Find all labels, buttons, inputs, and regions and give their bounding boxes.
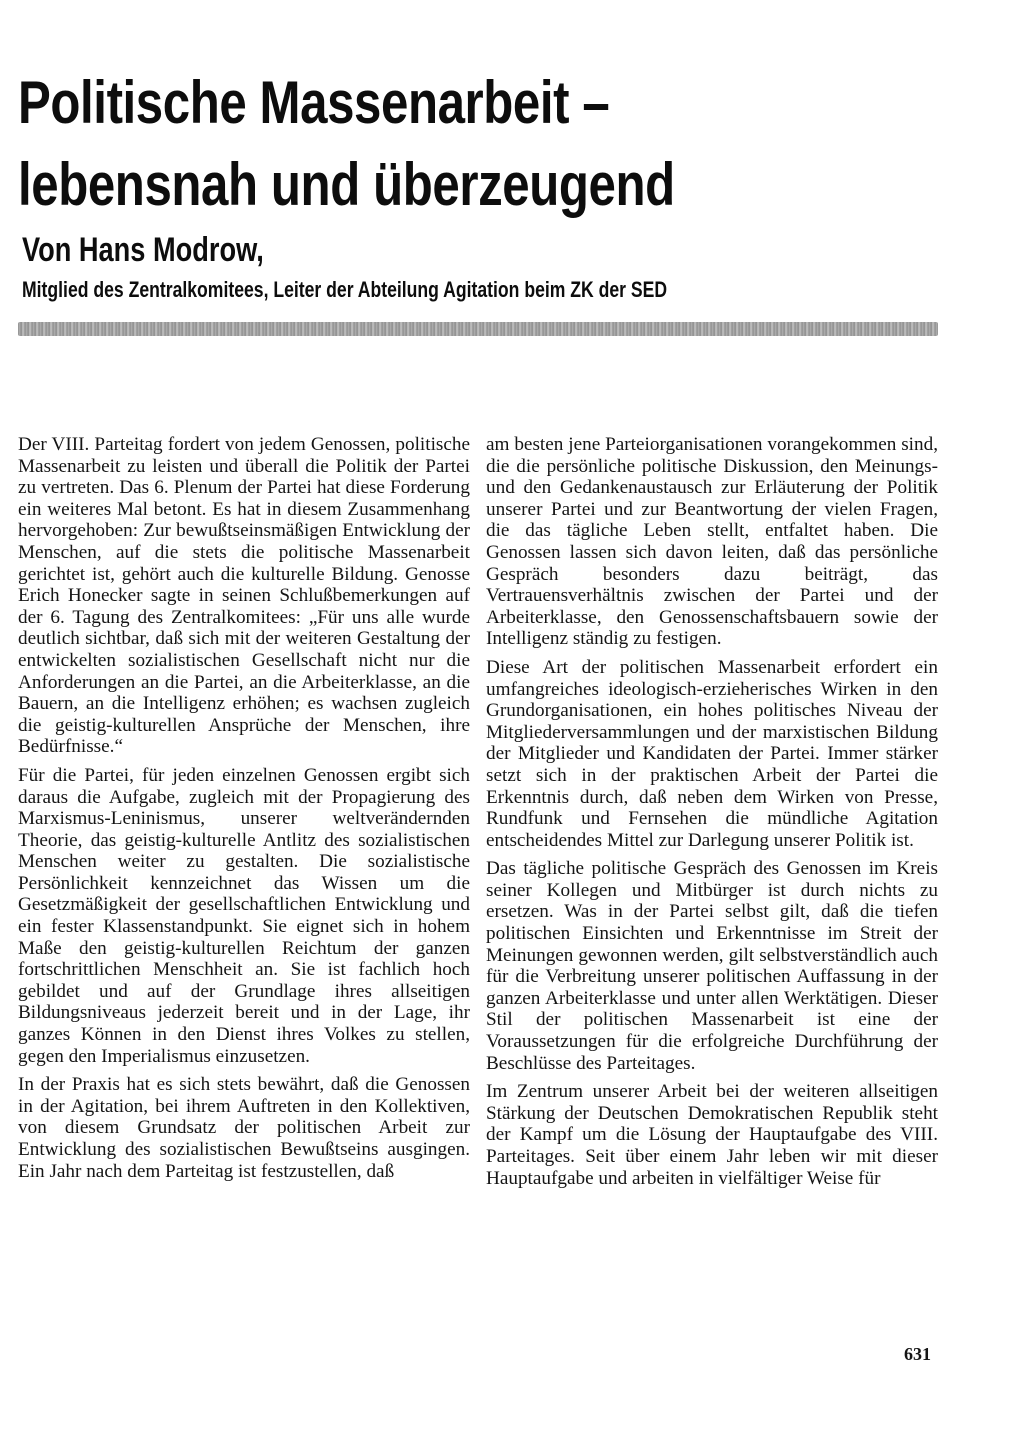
paragraph: Für die Partei, für jeden einzelnen Genossen ergibt sich daraus die Aufgabe, zugleich mit der Propagierung des Marxismus-Leninismus, unserer weltverändernden Theorie, das geistig-kulturelle Antlitz des sozialistischen Menschen weiter zu gestalten. Die sozialistische Persönlichkeit kennzeichnet das Wissen um die Gesetzmäßigkeit der gesellschaftlichen Entwicklung und ein fester Klassenstandpunkt. Sie eignet sich in hohem Maße den geistig-kulturellen Reichtum der ganzen fortschrittlichen Menschheit an. Sie ist fachlich hoch gebildet und auf der Grundlage ihres allseitigen Bildungsniveaus jederzeit bereit und in der Lage, ihr ganzes Können in den Dienst ihres Volkes zu stellen, gegen den Imperialismus einzusetzen. <box>18 764 470 1067</box>
paragraph: Im Zentrum unserer Arbeit bei der weiteren allseitigen Stärkung der Deutschen Demokratischen Republik steht der Kampf um die Lösung der Hauptaufgabe des VIII. Parteitages. Seit über einem Jahr leben wir mit dieser Hauptaufgabe und arbeiten in vielfältiger Weise für <box>486 1081 938 1189</box>
author-role: Mitglied des Zentralkomitees, Leiter der Abteilung Agitation beim ZK der SED <box>22 277 668 302</box>
article-title <box>18 62 805 226</box>
paragraph: Diese Art der politischen Massenarbeit erfordert ein umfangreiches ideologisch-erzieherisches Wirken in den Grundorganisationen, ein hohes politisches Niveau der Mitgliederversammlungen und der marxistischen Bildung der Mitglieder und Kandidaten der Partei. Immer stärker setzt sich in der praktischen Arbeit der Partei die Erkenntnis durch, daß neben dem Wirken von Presse, Rundfunk und Fernsehen die mündliche Agitation entscheidendes Mittel zur Darlegung unserer Politik ist. <box>486 656 938 851</box>
author-name: Von Hans Modrow, <box>22 231 264 269</box>
left-column <box>18 434 470 1189</box>
right-column <box>486 434 938 1196</box>
paragraph: In der Praxis hat es sich stets bewährt, daß die Genossen in der Agitation, bei ihrem Auftreten in den Kollektiven, von diesem Grundsatz der politischen Arbeit zur Entwicklung des sozialistischen Bewußtseins ausgingen. Ein Jahr nach dem Parteitag ist festzustellen, daß <box>18 1074 470 1182</box>
page-number: 631 <box>904 1344 931 1364</box>
article-title-line-1: Politische Massenarbeit – <box>18 69 610 136</box>
paragraph: Das tägliche politische Gespräch des Genossen im Kreis seiner Kollegen und Mitbürger ist durch nichts zu ersetzen. Was in der Partei selbst gilt, daß die tiefen politischen Einsichten und Erkenntnisse im Streit der Meinungen gewonnen werden, gilt selbstverständlich auch für die Verbreitung unserer politischen Auffassung in der ganzen Arbeiterklasse und unter allen Werktätigen. Dieser Stil der politischen Massenarbeit ist eine der Voraussetzungen für die erfolgreiche Durchführung der Beschlüsse des Parteitages. <box>486 858 938 1074</box>
header-divider <box>18 322 938 336</box>
paragraph: am besten jene Parteiorganisationen vorangekommen sind, die die persönliche politische Diskussion, den Meinungs- und den Gedankenaustausch zur Erläuterung der Politik unserer Partei und zur Beantwortung der vielen Fragen, die das tägliche Leben stellt, entfaltet haben. Die Genossen lassen sich davon leiten, daß das persönliche Gespräch besonders dazu beiträgt, das Vertrauensverhältnis zwischen der Partei und der Arbeiterklasse, den Genossenschaftsbauern sowie der Intelligenz ständig zu festigen. <box>486 434 938 650</box>
article-title-line-2: lebensnah und überzeugend <box>18 151 675 218</box>
paragraph: Der VIII. Parteitag fordert von jedem Genossen, politische Massenarbeit zu leisten und überall die Politik der Partei zu vertreten. Das 6. Plenum der Partei hat diese Forderung ein weiteres Mal betont. Es hat in diesem Zusammenhang hervorgehoben: Zur bewußtseinsmäßigen Entwicklung der Menschen, auf die stets die politische Massenarbeit gerichtet ist, gehört auch die kulturelle Bildung. Genosse Erich Honecker sagte in seinen Schlußbemerkungen auf der 6. Tagung des Zentralkomitees: „Für uns alle wurde deutlich sichtbar, daß sich mit der weiteren Gestaltung der entwickelten sozialistischen Gesellschaft nicht nur die Anforderungen an die Partei, an die Arbeiterklasse, an die Bauern, an die Intelligenz erhöhen; es wachsen zugleich die geistig-kulturellen Ansprüche der Menschen, ihre Bedürfnisse.“ <box>18 434 470 758</box>
